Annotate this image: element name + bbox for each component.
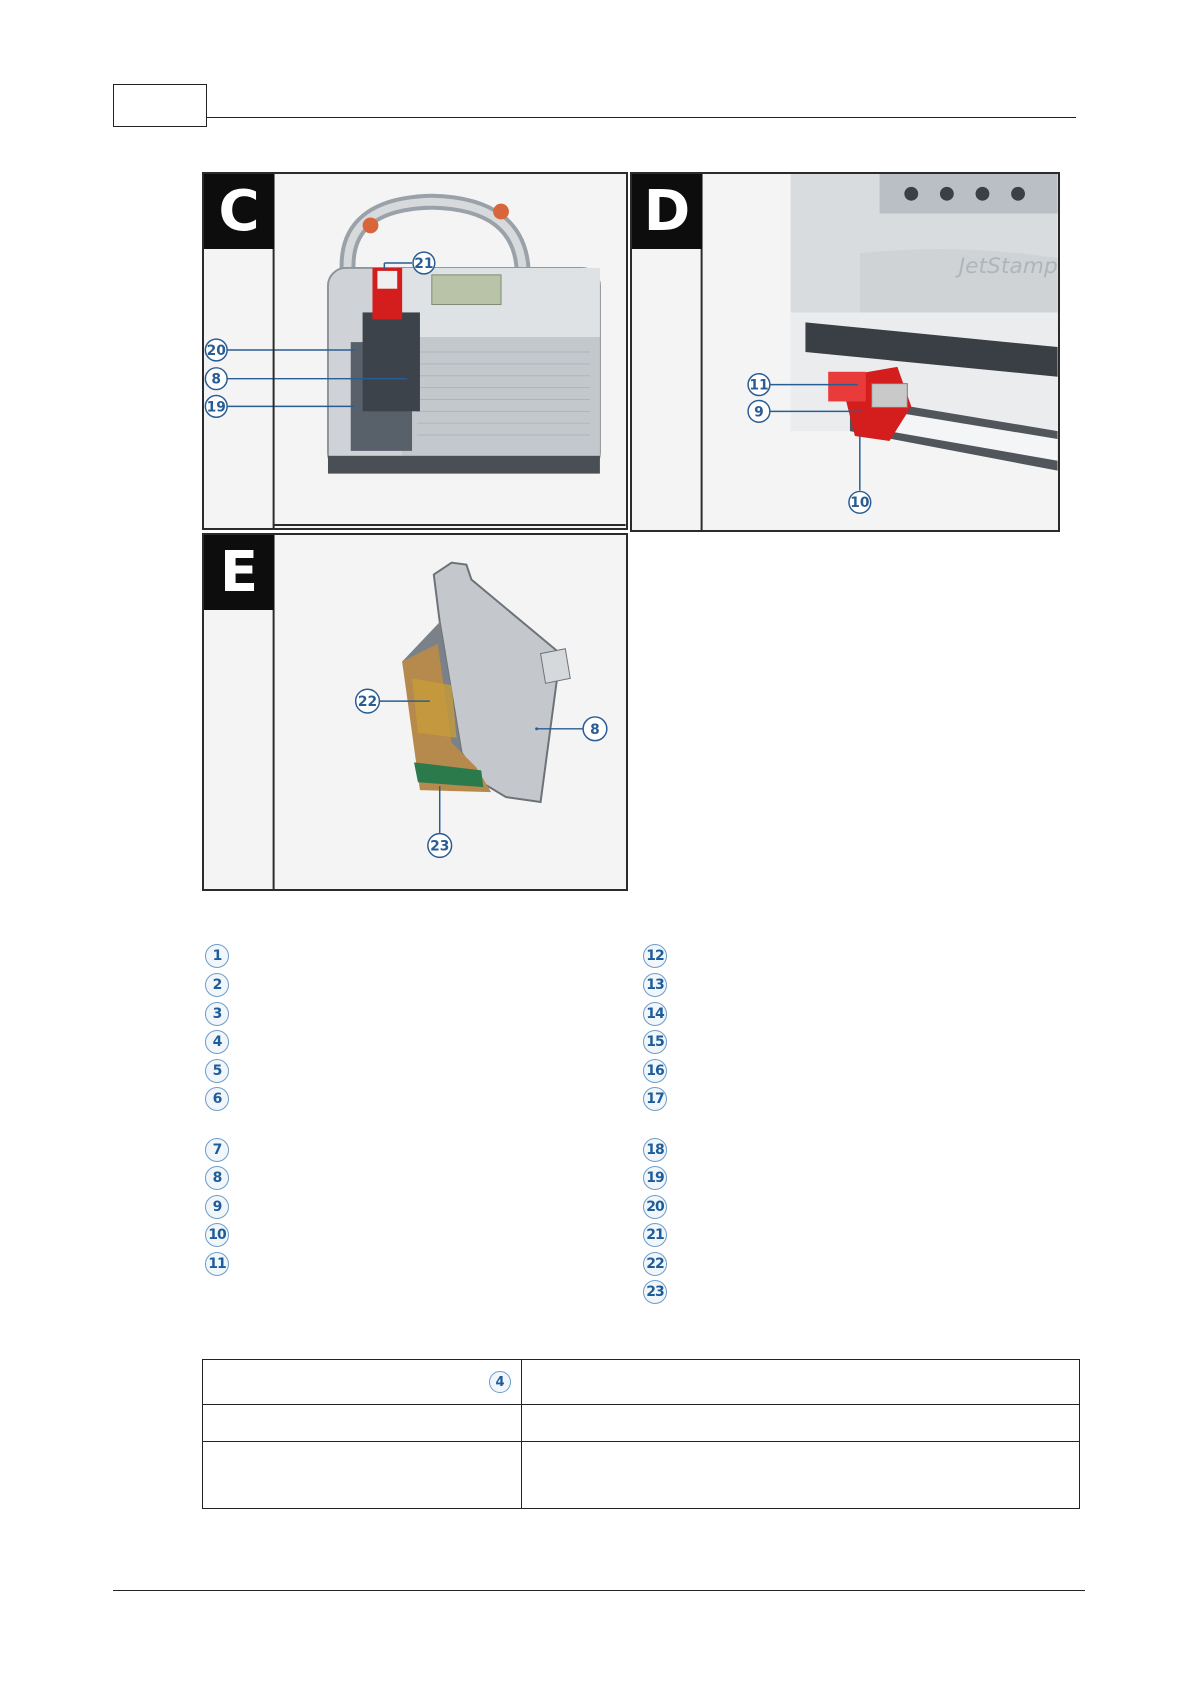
page-number-box	[113, 84, 207, 127]
legend-item	[643, 1138, 667, 1162]
legend-item	[205, 1059, 229, 1083]
callout-9-label: 9	[754, 404, 764, 421]
legend-item	[643, 1223, 667, 1247]
table-cell	[203, 1360, 522, 1405]
footer-rule	[113, 1590, 1085, 1591]
legend-item	[205, 944, 229, 968]
table-cell	[203, 1405, 522, 1442]
legend-item	[643, 944, 667, 968]
legend-number-badge: 4	[205, 1030, 229, 1054]
legend-number-badge: 9	[205, 1195, 229, 1219]
legend-number-badge: 23	[643, 1280, 667, 1304]
header-rule	[207, 117, 1076, 118]
spec-table	[202, 1359, 1080, 1509]
legend-item	[205, 1223, 229, 1247]
legend-number-badge: 18	[643, 1138, 667, 1162]
legend-item	[205, 1087, 229, 1111]
figure-d	[630, 172, 1060, 532]
legend-item	[643, 1166, 667, 1190]
figure-e-letter: E	[204, 535, 274, 610]
legend-item	[205, 1138, 229, 1162]
device-brand: JetStamp	[958, 253, 1058, 279]
legend-number-badge: 13	[643, 973, 667, 997]
legend-number-badge: 21	[643, 1223, 667, 1247]
legend-number-badge: 14	[643, 1002, 667, 1026]
legend-number-badge: 10	[205, 1223, 229, 1247]
callout-11-label: 11	[749, 377, 769, 394]
legend-item	[643, 1002, 667, 1026]
legend-number-badge: 6	[205, 1087, 229, 1111]
legend-number-badge: 22	[643, 1252, 667, 1276]
callout-20-label: 20	[206, 342, 226, 359]
figure-e	[202, 533, 628, 891]
callout-22-label: 22	[357, 694, 378, 711]
legend-item	[643, 1252, 667, 1276]
legend-item	[205, 973, 229, 997]
legend-number-badge: 2	[205, 973, 229, 997]
legend-item	[205, 1195, 229, 1219]
callout-10-label: 10	[850, 495, 870, 512]
table-cell	[203, 1442, 522, 1509]
legend-number-badge: 17	[643, 1087, 667, 1111]
legend-item	[643, 1030, 667, 1054]
legend-item	[643, 1280, 667, 1304]
legend-number-badge: 19	[643, 1166, 667, 1190]
callout-23-label: 23	[430, 838, 450, 855]
legend-number-badge: 1	[205, 944, 229, 968]
legend-item	[643, 1059, 667, 1083]
callout-8-e-label: 8	[590, 721, 600, 738]
legend-item	[643, 973, 667, 997]
legend-item	[205, 1030, 229, 1054]
legend-number-badge: 5	[205, 1059, 229, 1083]
callout-19-label: 19	[206, 399, 226, 416]
table-row	[203, 1442, 1080, 1509]
figure-c-letter: C	[204, 174, 274, 249]
table-row	[203, 1360, 1080, 1405]
table-cell	[522, 1405, 1080, 1442]
legend-item	[205, 1252, 229, 1276]
legend-number-badge: 7	[205, 1138, 229, 1162]
callout-21-label: 21	[414, 255, 434, 272]
table-cell	[522, 1442, 1080, 1509]
legend-item	[205, 1166, 229, 1190]
legend-number-badge: 20	[643, 1195, 667, 1219]
legend-number-badge: 16	[643, 1059, 667, 1083]
table-row	[203, 1405, 1080, 1442]
table-number-badge: 4	[489, 1371, 511, 1393]
figure-d-letter: D	[632, 174, 702, 249]
table-cell	[522, 1360, 1080, 1405]
legend-item	[643, 1087, 667, 1111]
legend-number-badge: 15	[643, 1030, 667, 1054]
legend-number-badge: 8	[205, 1166, 229, 1190]
legend-number-badge: 3	[205, 1002, 229, 1026]
legend-item	[205, 1002, 229, 1026]
figure-c	[202, 172, 628, 530]
legend-number-badge: 12	[643, 944, 667, 968]
legend-number-badge: 11	[205, 1252, 229, 1276]
callout-8-label: 8	[211, 371, 222, 388]
legend-item	[643, 1195, 667, 1219]
